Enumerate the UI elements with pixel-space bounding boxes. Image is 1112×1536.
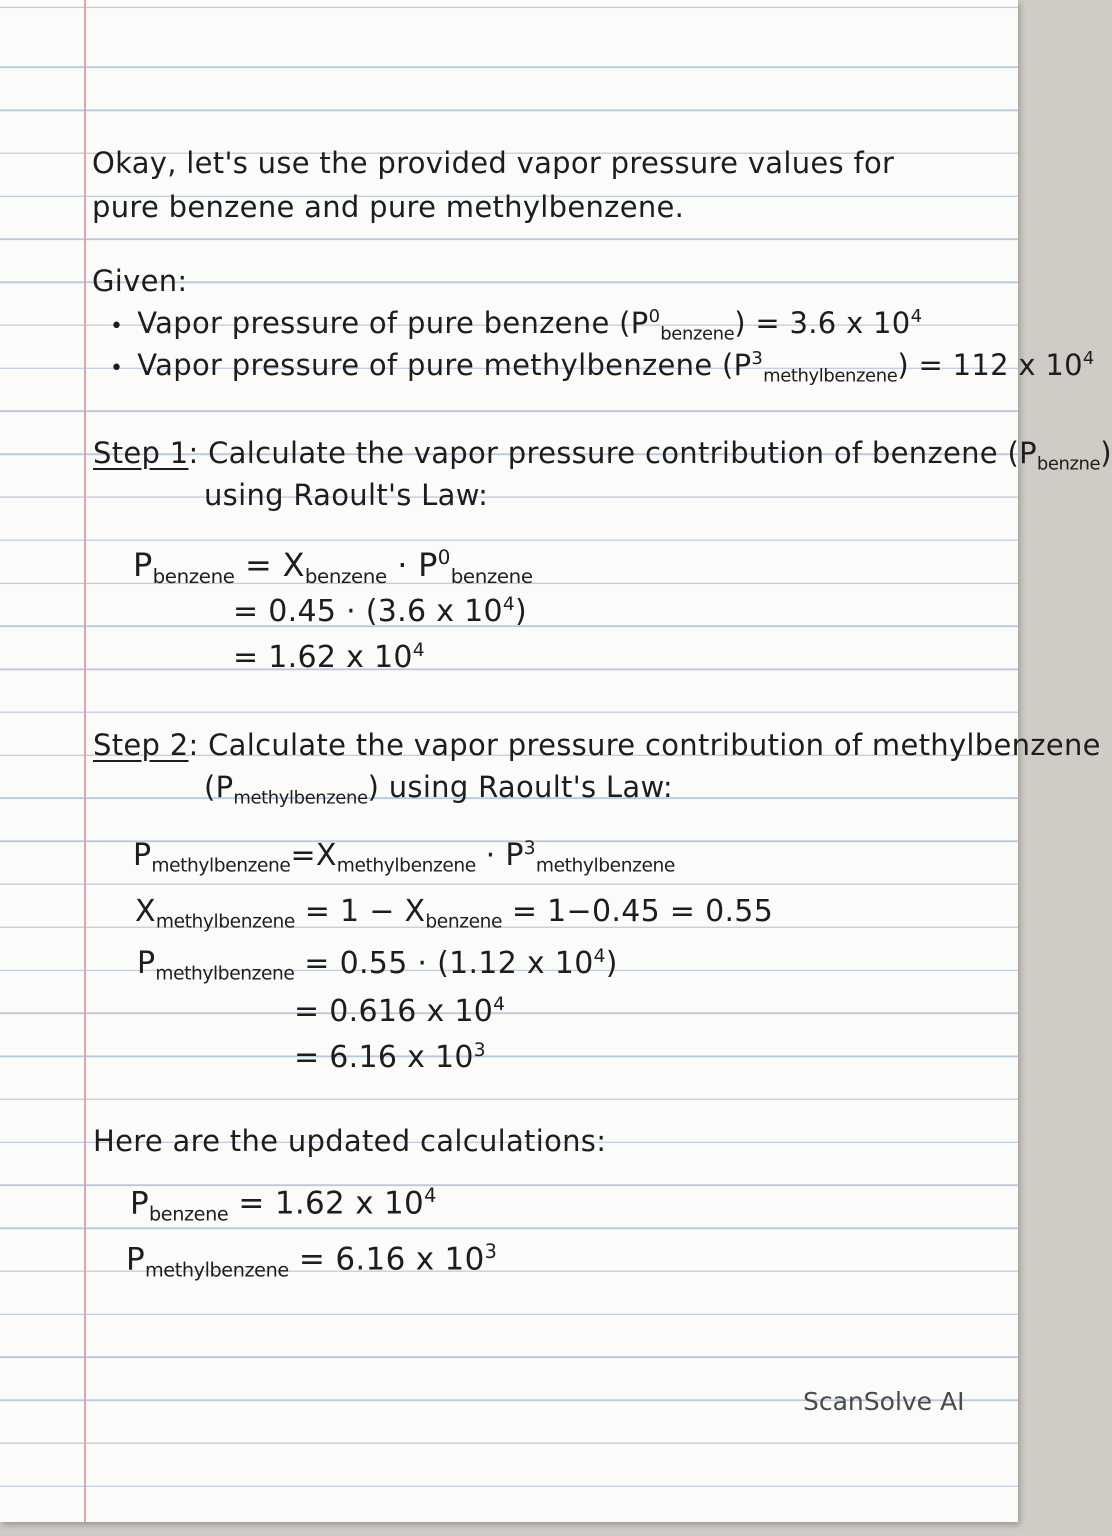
- intro-line-1: Okay, let's use the provided vapor pressure values for: [92, 146, 895, 180]
- step2-label: Step 2: [93, 728, 189, 762]
- bullet-icon: •: [110, 356, 124, 381]
- step1-heading: [93, 436, 1112, 474]
- step1-desc-close: ): [1100, 436, 1112, 470]
- step2-equation-1: [133, 838, 675, 877]
- given-item-benzene: [110, 306, 922, 344]
- eq-dot: · P: [475, 838, 524, 874]
- eq-mid: =X: [290, 838, 337, 874]
- eq-close: ): [605, 946, 618, 982]
- eq3-text: = 1.62 x 10: [233, 640, 413, 676]
- eq-dot: · P: [386, 546, 438, 584]
- result-p-sub: benzene: [149, 1202, 229, 1226]
- given-item-methylbenzene-eq: = 112 x 10: [908, 348, 1083, 382]
- eq-exp: 4: [593, 946, 606, 967]
- step1-equation-1: [133, 546, 533, 588]
- eq-exp: 3: [473, 1040, 486, 1061]
- eq-text: = 0.616 x 10: [294, 994, 494, 1030]
- eq-p: P: [137, 946, 156, 982]
- eq-sup: 3: [523, 838, 536, 859]
- given-item-benzene-sub: benzene: [660, 323, 735, 345]
- eq2-exp: 4: [502, 594, 516, 615]
- given-item-benzene-close: ): [734, 306, 746, 340]
- given-item-benzene-text: Vapor pressure of pure benzene (P: [137, 306, 649, 340]
- step2-desc-line-2: [204, 770, 673, 808]
- result-exp: 4: [424, 1184, 437, 1207]
- step2-desc: Calculate the vapor pressure contribution of methylbenzene: [198, 728, 1101, 762]
- given-heading: Given:: [92, 264, 188, 298]
- eq-exp: 4: [493, 994, 506, 1015]
- summary-heading: Here are the updated calculations:: [93, 1124, 607, 1158]
- eq3-exp: 4: [412, 640, 425, 661]
- step1-desc-sub: benzne: [1036, 453, 1101, 475]
- eq-x-sub-2: benzene: [425, 911, 503, 933]
- step2-equation-4: [294, 994, 505, 1029]
- bullet-icon: •: [110, 314, 124, 339]
- given-item-methylbenzene-exp: 4: [1082, 348, 1095, 370]
- eq-text: = 0.55 · (1.12 x 10: [294, 946, 594, 982]
- step2-colon: :: [188, 728, 199, 762]
- eq-sub2: methylbenzene: [535, 855, 675, 877]
- result-p: P: [126, 1241, 145, 1278]
- result-text: = 1.62 x 10: [228, 1185, 425, 1222]
- step2-equation-3: [137, 946, 618, 985]
- step2-desc-open: (P: [204, 770, 234, 804]
- eq-x: X: [135, 894, 156, 929]
- given-item-methylbenzene-sup: 3: [751, 348, 764, 370]
- step2-desc-sub: methylbenzene: [233, 787, 368, 809]
- summary-result-benzene: [130, 1184, 437, 1225]
- given-item-methylbenzene-text: Vapor pressure of pure methylbenzene (P: [137, 348, 752, 382]
- result-text: = 6.16 x 10: [288, 1241, 485, 1278]
- eq-mid: = 1 − X: [294, 894, 426, 929]
- result-p: P: [130, 1185, 149, 1222]
- step2-desc-rest: ) using Raoult's Law:: [367, 770, 673, 804]
- eq2-text: = 0.45 · (3.6 x 10: [233, 594, 503, 630]
- eq-x-sub: benzene: [304, 564, 387, 588]
- eq-rest: = 1−0.45 = 0.55: [502, 894, 774, 929]
- eq2-close: ): [515, 594, 528, 630]
- step1-label: Step 1: [93, 436, 189, 470]
- step1-desc-line-2: using Raoult's Law:: [204, 478, 489, 512]
- eq-p-sub: benzene: [152, 564, 235, 588]
- step2-heading: [93, 728, 1101, 762]
- result-p-sub: methylbenzene: [145, 1258, 289, 1282]
- summary-result-methylbenzene: [126, 1240, 497, 1281]
- margin-line: [84, 0, 86, 1522]
- eq-p-sub: methylbenzene: [155, 963, 295, 985]
- step2-equation-5: [294, 1040, 486, 1075]
- eq-sub2: benzene: [450, 564, 533, 588]
- eq-sup: 0: [437, 546, 451, 570]
- eq-p: P: [133, 838, 152, 874]
- given-item-benzene-sup: 0: [648, 306, 661, 328]
- eq-p: P: [133, 546, 153, 584]
- eq-text: = 6.16 x 10: [294, 1040, 474, 1076]
- given-item-methylbenzene-sub: methylbenzene: [763, 365, 898, 387]
- step1-colon: :: [188, 436, 199, 470]
- step1-desc: Calculate the vapor pressure contribution of benzene (P: [198, 436, 1037, 470]
- intro-line-2: pure benzene and pure methylbenzene.: [92, 190, 685, 224]
- step2-equation-2: [135, 894, 773, 933]
- step1-equation-3: [233, 640, 425, 675]
- brand-watermark: ScanSolve AI: [803, 1387, 965, 1416]
- given-item-methylbenzene-close: ): [897, 348, 909, 382]
- given-item-benzene-eq: = 3.6 x 10: [745, 306, 911, 340]
- result-exp: 3: [484, 1240, 498, 1263]
- given-item-benzene-exp: 4: [910, 306, 923, 328]
- eq-mid: = X: [234, 546, 305, 584]
- step1-equation-2: [233, 594, 527, 629]
- eq-x-sub: methylbenzene: [155, 911, 295, 933]
- given-item-methylbenzene: [110, 348, 1095, 386]
- eq-x-sub: methylbenzene: [336, 855, 476, 877]
- eq-p-sub: methylbenzene: [151, 855, 291, 877]
